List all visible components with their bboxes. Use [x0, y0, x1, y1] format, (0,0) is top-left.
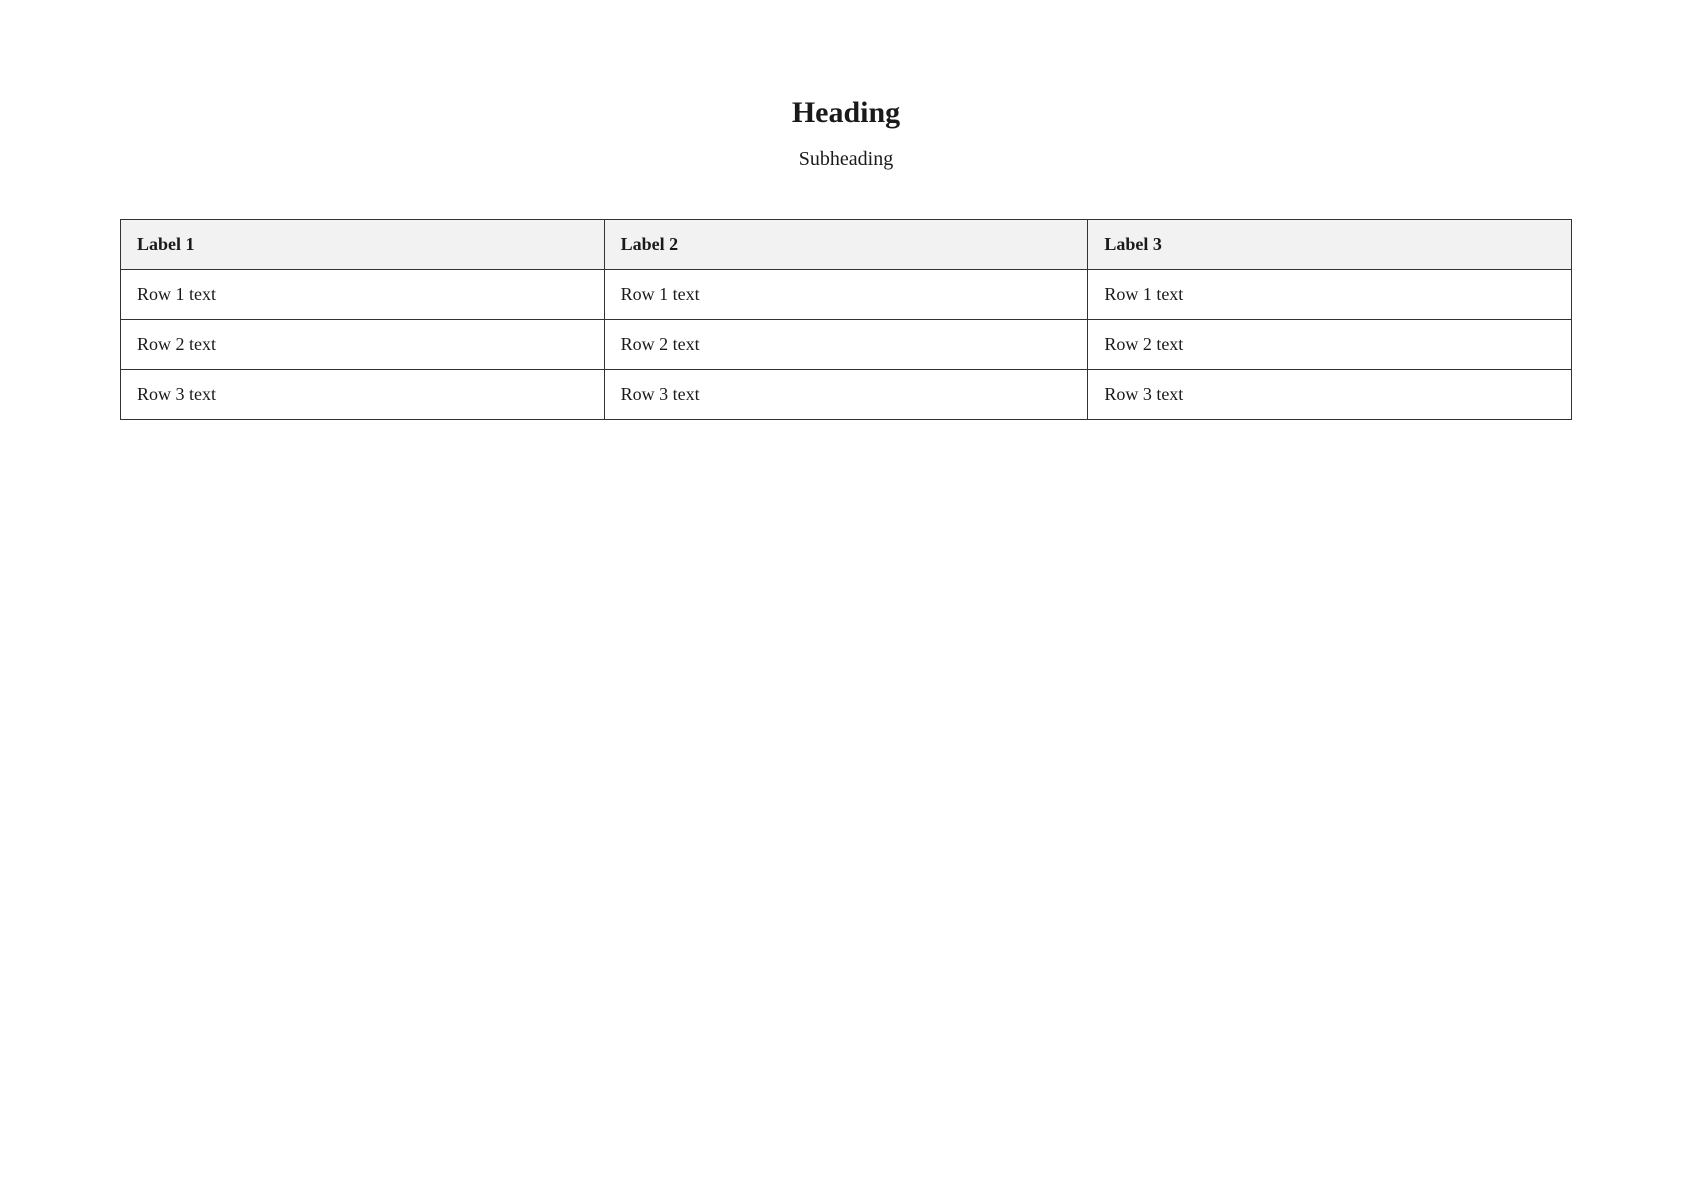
table-cell: Row 2 text — [604, 320, 1088, 370]
table-cell: Row 3 text — [121, 370, 605, 420]
table-row — [121, 270, 1572, 320]
column-header: Label 1 — [121, 220, 605, 270]
table-cell: Row 1 text — [1088, 270, 1572, 320]
table-row — [121, 320, 1572, 370]
document-table — [120, 219, 1572, 420]
document-subtitle: Subheading — [798, 148, 894, 170]
table-cell: Row 3 text — [1088, 370, 1572, 420]
table-cell: Row 1 text — [121, 270, 605, 320]
table-cell: Row 1 text — [604, 270, 1088, 320]
column-header: Label 2 — [604, 220, 1088, 270]
table-row — [121, 370, 1572, 420]
column-header: Label 3 — [1088, 220, 1572, 270]
table-cell: Row 3 text — [604, 370, 1088, 420]
table-header-row — [121, 220, 1572, 270]
table-cell: Row 2 text — [121, 320, 605, 370]
document-title: Heading — [791, 96, 901, 129]
table-cell: Row 2 text — [1088, 320, 1572, 370]
